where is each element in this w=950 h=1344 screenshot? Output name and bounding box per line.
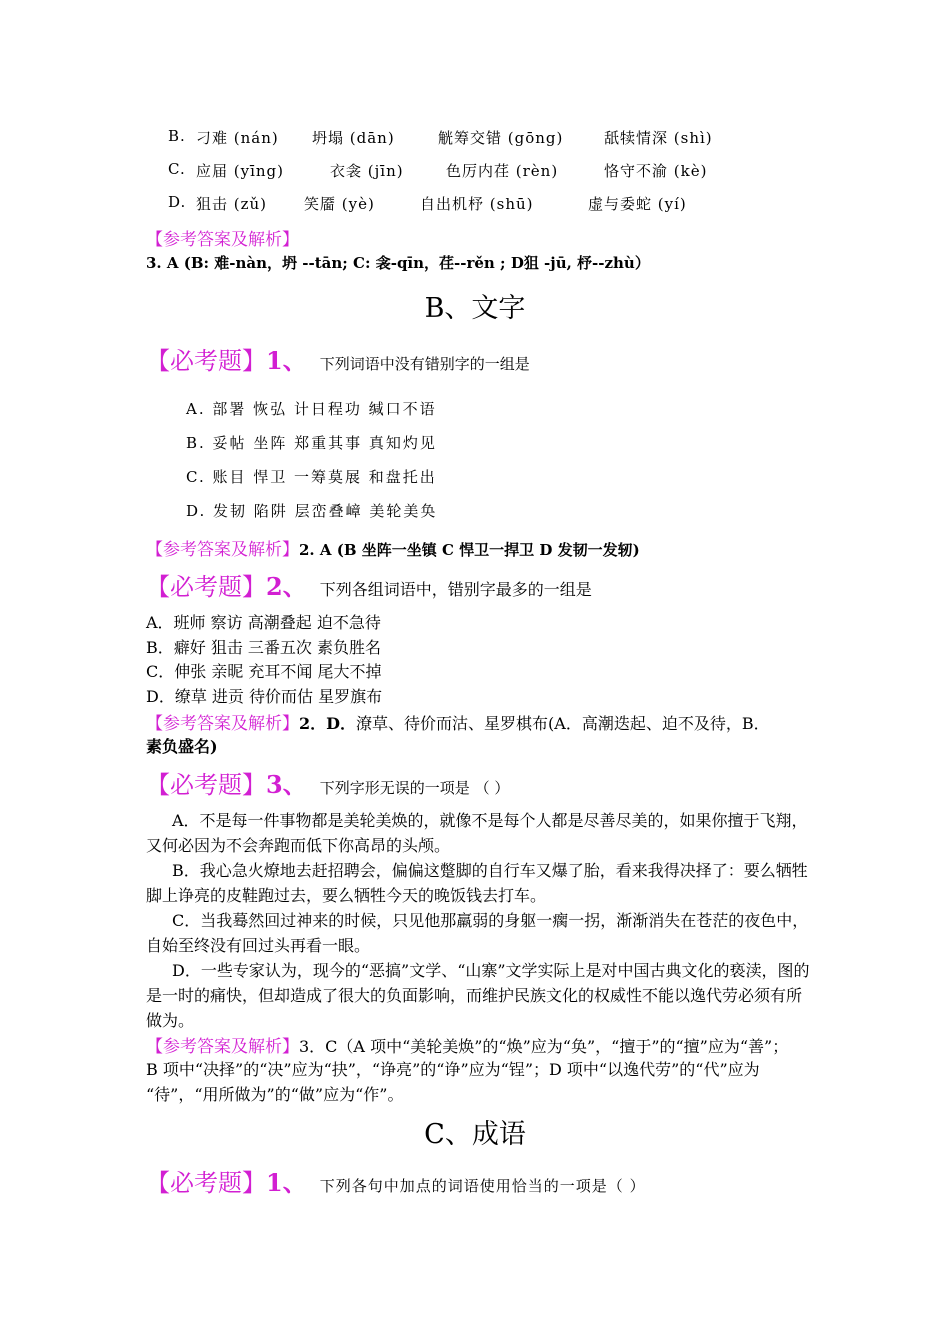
option-item: 狙击 (zǔ) xyxy=(196,195,268,213)
option-item: 坍塌 (dān) xyxy=(312,129,395,147)
question-1 xyxy=(146,341,530,376)
q3-paragraph-d: D．一些专家认为，现今的“恶搞”文学、“山寨”文学实际上是对中国古典文化的亵渎，图的是一时的痛快，但却造成了很大的负面影响，而维护民族文化的权威性不能以逸代劳必须有所做为。 xyxy=(146,961,810,1030)
question-label: 【必考题】 xyxy=(146,1169,266,1197)
question-label: 【必考题】 xyxy=(146,771,266,799)
q3-paragraph-c: C．当我蓦然回过神来的时候，只见他那羸弱的身躯一瘸一拐，渐渐消失在苍茫的夜色中，自始至终没有回过头再看一眼。 xyxy=(146,911,809,955)
q3-paragraph-a: A．不是每一件事物都是美轮美焕的，就像不是每个人都是尽善尽美的，如果你擅于飞翔，又何必因为不会奔跑而低下你高昂的头颅。 xyxy=(146,811,808,855)
section-b-title: B、文字 xyxy=(424,293,526,324)
question-text: 下列各句中加点的词语使用恰当的一项是（ ） xyxy=(319,1177,646,1195)
question-c1 xyxy=(146,1163,646,1198)
option-item: 刁难 (nán) xyxy=(196,129,279,147)
question-number: 3、 xyxy=(266,770,307,799)
answer-label: 【参考答案及解析】 xyxy=(146,230,299,250)
answer-prefix: 2．D． xyxy=(299,714,357,733)
q3-answer-line-1 xyxy=(146,1032,788,1057)
pinyin-option-c xyxy=(168,160,708,180)
option-item: 色厉内荏 (rèn) xyxy=(446,162,559,180)
pinyin-option-b xyxy=(168,127,713,147)
answer-text: 3．C（A 项中“美轮美焕”的“焕”应为“奂”，“擅于”的“擅”应为“善”； xyxy=(299,1037,789,1056)
q2-option-a: A．班师 察访 高潮叠起 迫不急待 xyxy=(146,613,381,632)
section-c-title: C、成语 xyxy=(424,1119,526,1150)
q2-option-c: C．伸张 亲昵 充耳不闻 尾大不掉 xyxy=(146,662,382,681)
q2-answer-line-1 xyxy=(146,709,770,734)
q1-option-b: B. 妥帖 坐阵 郑重其事 真知灼见 xyxy=(186,434,437,452)
q3-answer-line-3: “待”，“用所做为”的“做”应为“作”。 xyxy=(146,1085,404,1104)
question-label: 【必考题】 xyxy=(146,347,266,375)
option-item: 应届 (yīng) xyxy=(196,162,285,180)
question-text: 下列各组词语中，错别字最多的一组是 xyxy=(319,580,592,599)
question-3 xyxy=(146,765,509,800)
answer-label: 【参考答案及解析】 xyxy=(146,1037,299,1057)
q1-option-a: A. 部署 恢弘 计日程功 缄口不语 xyxy=(186,400,437,418)
question-text: 下列字形无误的一项是 （ ） xyxy=(319,779,510,797)
q1-answer xyxy=(146,535,640,560)
option-item: 笑靥 (yè) xyxy=(304,195,375,213)
question-number: 2、 xyxy=(266,572,307,601)
question-number: 1、 xyxy=(266,1168,307,1197)
answer-text: 潦草、待价而沽、星罗棋布(A．高潮迭起、迫不及待，B． xyxy=(356,714,770,733)
option-label: C. xyxy=(168,160,186,178)
answer-3-text: 3. A (B: 难-nàn，坍 --tān; C: 衾-qīn，荏--rěn ; D狙 -jū, 杼--zhù） xyxy=(146,254,650,272)
pinyin-option-d xyxy=(168,193,687,213)
q3-answer-line-2: B 项中“决择”的“决”应为“抉”，“诤亮”的“诤”应为“锃”；D 项中“以逸代劳”的“代”应为 xyxy=(146,1060,760,1079)
answer-text: 2. A (B 坐阵一坐镇 C 悍卫一捍卫 D 发韧一发轫) xyxy=(299,541,640,559)
option-item: 恪守不渝 (kè) xyxy=(604,162,708,180)
q1-option-c: C. 账目 悍卫 一筹莫展 和盘托出 xyxy=(186,468,437,486)
option-label: B. xyxy=(168,127,186,145)
question-number: 1、 xyxy=(266,346,307,375)
question-text: 下列词语中没有错别字的一组是 xyxy=(319,355,530,373)
option-item: 觥筹交错 (gōng) xyxy=(438,129,564,147)
answer-label: 【参考答案及解析】 xyxy=(146,714,299,734)
question-2 xyxy=(146,567,592,602)
q1-option-d: D. 发韧 陷阱 层峦叠嶂 美轮美奂 xyxy=(186,502,438,520)
option-item: 衣衾 (jīn) xyxy=(330,162,404,180)
q3-paragraph-b: B．我心急火燎地去赶招聘会，偏偏这蹩脚的自行车又爆了胎，看来我得决择了：要么牺牲脚上诤亮的皮鞋跑过去，要么牺牲今天的晚饭钱去打车。 xyxy=(146,861,808,905)
q2-answer-line-2: 素负盛名) xyxy=(146,737,218,756)
option-item: 虚与委蛇 (yí) xyxy=(588,195,687,213)
q2-option-d: D．缭草 进贡 待价而估 星罗旗布 xyxy=(146,687,383,706)
option-item: 自出机杼 (shū) xyxy=(420,195,534,213)
question-label: 【必考题】 xyxy=(146,573,266,601)
answer-label: 【参考答案及解析】 xyxy=(146,540,299,560)
option-label: D. xyxy=(168,193,187,211)
q2-option-b: B．癖好 狙击 三番五次 素负胜名 xyxy=(146,638,382,657)
option-item: 舐犊情深 (shì) xyxy=(604,129,713,147)
